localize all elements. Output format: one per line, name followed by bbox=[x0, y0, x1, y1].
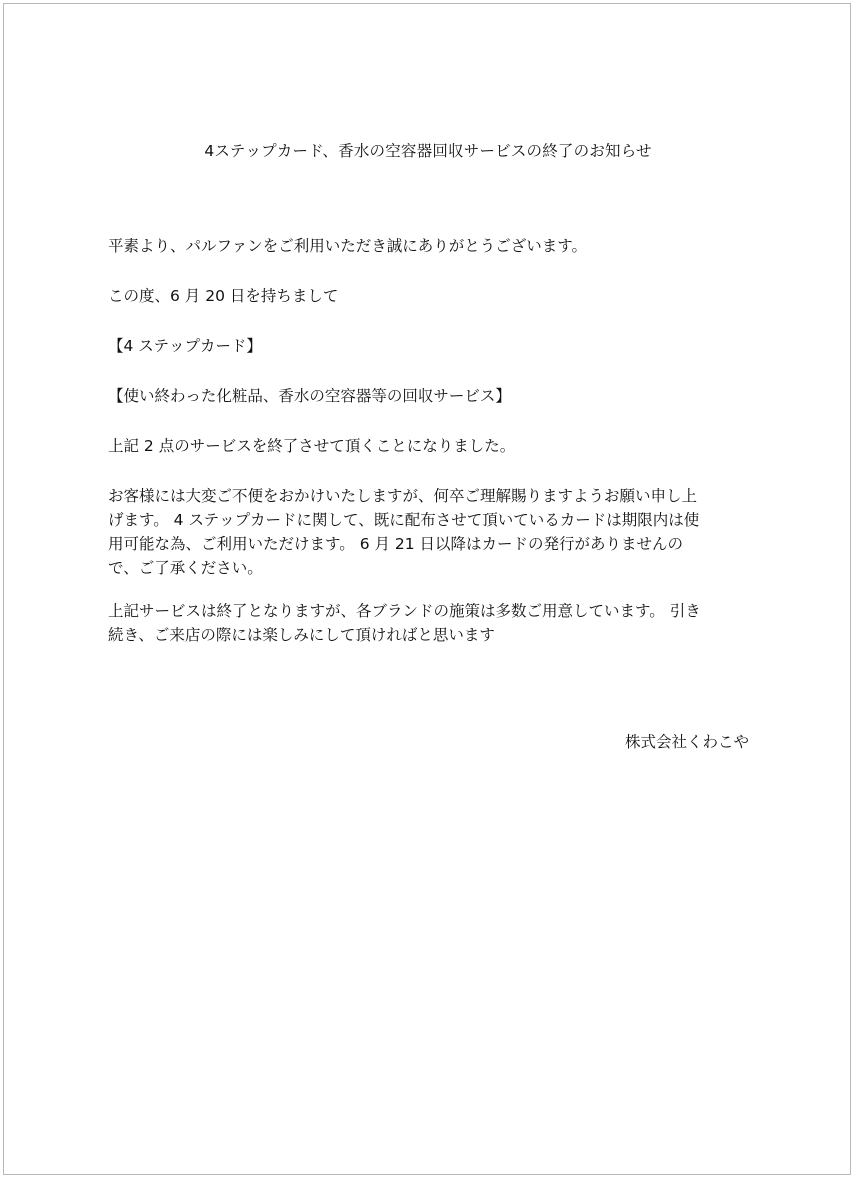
document-title: 4ステップカード、香水の空容器回収サービスの終了のお知らせ bbox=[204, 142, 652, 160]
company-signature: 株式会社くわこや bbox=[624, 733, 749, 751]
apology-line: で、ご了承ください。 bbox=[108, 559, 263, 577]
document-body bbox=[108, 235, 750, 648]
apology-paragraph bbox=[108, 485, 750, 581]
service-item-step-card: 【4 ステップカード】 bbox=[108, 337, 262, 355]
date-paragraph: この度、6 月 20 日を持ちまして bbox=[108, 287, 339, 305]
closing-paragraph bbox=[108, 600, 750, 648]
apology-line: 用可能な為、ご利用いただけます。 6 月 21 日以降はカードの発行がありませんの bbox=[108, 535, 684, 553]
ending-notice-paragraph: 上記 2 点のサービスを終了させて頂くことになりました。 bbox=[108, 437, 516, 455]
closing-line: 上記サービスは終了となりますが、各ブランドの施策は多数ご用意しています。 引き bbox=[108, 602, 701, 620]
greeting-paragraph: 平素より、パルファンをご利用いただき誠にありがとうございます。 bbox=[108, 237, 587, 255]
apology-line: げます。 4 ステップカードに関して、既に配布させて頂いているカードは期限内は使 bbox=[108, 511, 700, 529]
closing-line: 続き、ご来店の際には楽しみにして頂ければと思います bbox=[108, 626, 495, 644]
service-item-container-recovery: 【使い終わった化粧品、香水の空容器等の回収サービス】 bbox=[108, 387, 511, 405]
apology-line: お客様には大変ご不便をおかけいたしますが、何卒ご理解賜りますようお願い申し上 bbox=[108, 487, 698, 505]
